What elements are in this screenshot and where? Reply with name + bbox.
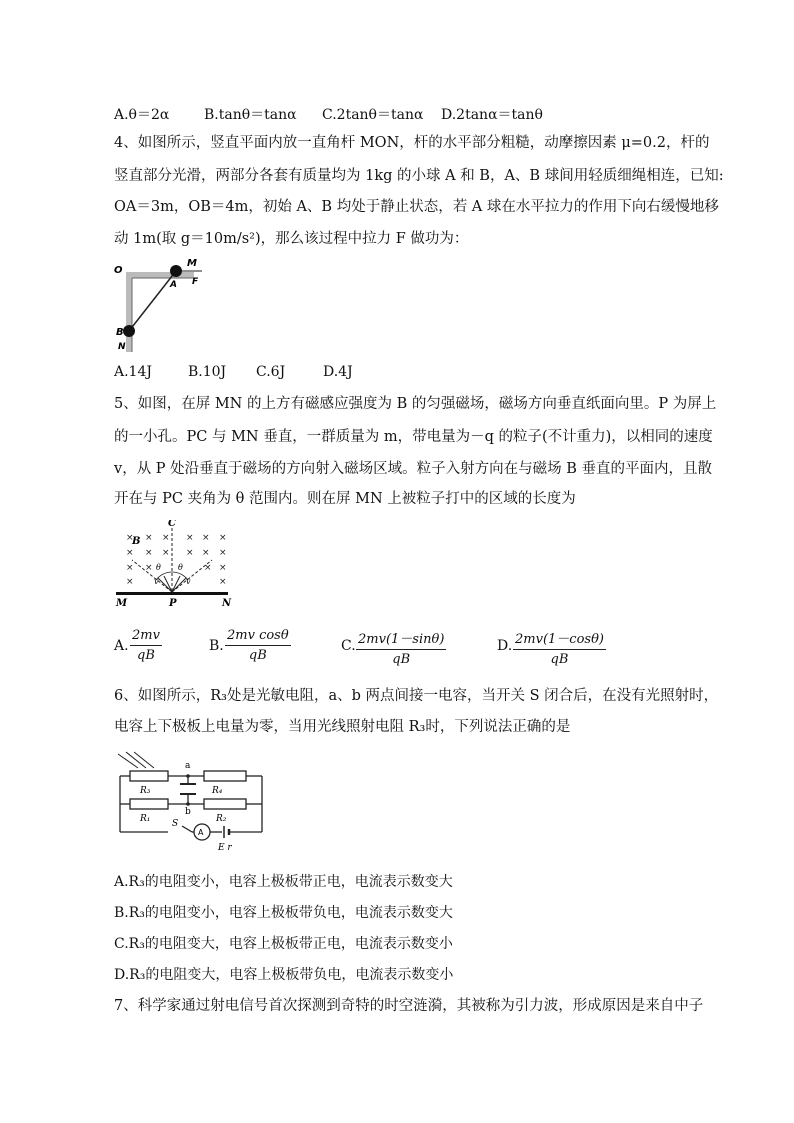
label-b: B — [132, 536, 141, 547]
svg-text:×: × — [219, 577, 227, 587]
vertical-rod — [126, 272, 132, 352]
q6-text-line: 6、如图所示，R₃处是光敏电阻，a、b 两点间接一电容，当开关 S 闭合后，在没有光照射时， — [114, 688, 719, 704]
svg-text:×: × — [204, 563, 212, 573]
label-r2: R₂ — [216, 814, 227, 824]
q4-option-b: B.10J — [188, 364, 227, 380]
q5-option-a-label: A. — [114, 638, 129, 654]
resistor-r1 — [130, 799, 168, 809]
svg-text:×: × — [162, 548, 170, 558]
q5-figure — [112, 520, 242, 608]
svg-text:×: × — [219, 563, 227, 573]
svg-text:×: × — [186, 533, 194, 543]
svg-text:×: × — [162, 533, 170, 543]
numerator: 2mv cosθ — [225, 628, 291, 646]
svg-text:×: × — [126, 577, 134, 587]
svg-text:×: × — [202, 548, 210, 558]
q4-text-line: 动 1m(取 g＝10m/s²)，那么该过程中拉力 F 做功为： — [114, 231, 469, 247]
numerator: 2mv(1－cosθ) — [513, 628, 606, 650]
light-rays — [118, 752, 154, 768]
denominator: qB — [550, 652, 569, 667]
rope — [129, 271, 176, 331]
q5-text-line: 的一小孔。PC 与 MN 垂直，一群质量为 m，带电量为－q 的粒子(不计重力)，以相同的速度 — [114, 429, 713, 445]
label-r1: R₁ — [140, 814, 151, 824]
label-v-right: v — [186, 577, 191, 586]
label-a: A — [170, 280, 177, 290]
label-r3: R₃ — [140, 786, 151, 796]
denominator: qB — [137, 648, 155, 663]
q4-option-a: A.14J — [114, 364, 152, 380]
q3-option-b: B.tanθ＝tanα — [204, 107, 297, 123]
svg-text:×: × — [126, 563, 134, 573]
q3-option-c: C.2tanθ＝tanα — [322, 107, 424, 123]
q5-option-c-label: C. — [341, 638, 356, 654]
svg-text:×: × — [145, 548, 153, 558]
q3-option-a: A.θ＝2α — [114, 107, 170, 123]
q3-option-d: D.2tanα＝tanθ — [441, 107, 543, 123]
horizontal-rod — [126, 272, 194, 278]
label-c: C — [168, 520, 176, 529]
label-n: N — [118, 342, 126, 352]
resistor-r2 — [204, 799, 246, 809]
svg-text:×: × — [219, 548, 227, 558]
resistor-r4 — [204, 771, 246, 781]
svg-text:×: × — [126, 533, 134, 543]
ball-a — [170, 265, 182, 277]
ball-b — [123, 325, 135, 337]
q5-option-b-fraction — [225, 628, 291, 663]
ammeter-label: A — [198, 828, 204, 837]
q5-text-line: 5、如图，在屏 MN 的上方有磁感应强度为 B 的匀强磁场，磁场方向垂直纸面向里。P 为屏上 — [114, 396, 717, 412]
q4-text-line: OA＝3m，OB＝4m，初始 A、B 均处于静止状态，若 A 球在水平拉力的作用下向右缓慢地移 — [114, 199, 719, 215]
label-v-left: v — [154, 577, 159, 586]
label-m: M — [116, 598, 128, 608]
q4-text-line: 4、如图所示，竖直平面内放一直角杆 MON，杆的水平部分粗糙，动摩擦因素 μ=0.2，杆的 — [114, 135, 710, 151]
svg-text:×: × — [186, 548, 194, 558]
q6-circuit-figure — [112, 746, 268, 858]
q5-option-d-fraction — [513, 628, 606, 667]
label-m: M — [187, 258, 197, 269]
q5-text-line: 开在与 PC 夹角为 θ 范围内。则在屏 MN 上被粒子打中的区域的长度为 — [114, 491, 576, 507]
svg-text:×: × — [145, 533, 153, 543]
label-b: b — [185, 807, 191, 817]
denominator: qB — [248, 648, 267, 663]
svg-text:×: × — [202, 533, 210, 543]
label-n: N — [222, 598, 232, 608]
label-a: a — [185, 761, 191, 771]
label-r4: R₄ — [212, 786, 223, 796]
q6-option-b: B.R₃的电阻变小，电容上极板带负电，电流表示数变大 — [114, 905, 453, 921]
q5-option-c-fraction — [356, 628, 446, 667]
label-s: S — [172, 819, 179, 829]
label-theta-left: θ — [156, 563, 161, 572]
screen-mn — [116, 592, 228, 595]
svg-text:×: × — [126, 548, 134, 558]
q5-text-line: v，从 P 处沿垂直于磁场的方向射入磁场区域。粒子入射方向在与磁场 B 垂直的平面内，且散 — [114, 461, 713, 477]
label-o: O — [114, 265, 123, 276]
label-p: P — [169, 598, 177, 608]
svg-text:×: × — [145, 563, 153, 573]
q6-text-line: 电容上下极板上电量为零，当用光线照射电阻 R₃时，下列说法正确的是 — [114, 719, 571, 735]
q6-option-a: A.R₃的电阻变小，电容上极板带正电，电流表示数变大 — [114, 874, 453, 890]
denominator: qB — [392, 652, 411, 667]
numerator: 2mv — [130, 628, 162, 646]
label-er: E r — [218, 843, 232, 853]
q4-option-c: C.6J — [256, 364, 286, 380]
resistor-r3 — [130, 771, 168, 781]
q4-figure — [112, 257, 208, 353]
q5-option-b-label: B. — [209, 638, 224, 654]
q6-option-d: D.R₃的电阻变大，电容上极板带负电，电流表示数变小 — [114, 967, 454, 983]
q4-text-line: 竖直部分光滑，两部分各套有质量均为 1kg 的小球 A 和 B，A、B 球间用轻质细绳相连，已知: — [114, 168, 724, 184]
label-theta-right: θ — [178, 563, 183, 572]
q4-option-d: D.4J — [323, 364, 353, 380]
q7-text-line: 7、科学家通过射电信号首次探测到奇特的时空涟漪，其被称为引力波，形成原因是来自中子 — [114, 998, 704, 1014]
q6-option-c: C.R₃的电阻变大，电容上极板带正电，电流表示数变小 — [114, 936, 453, 952]
q5-option-a-fraction — [130, 628, 162, 663]
numerator: 2mv(1－sinθ) — [356, 628, 446, 650]
svg-text:×: × — [219, 533, 227, 543]
label-b: B — [116, 327, 124, 338]
label-f: F — [192, 277, 199, 287]
q5-option-d-label: D. — [497, 638, 513, 654]
